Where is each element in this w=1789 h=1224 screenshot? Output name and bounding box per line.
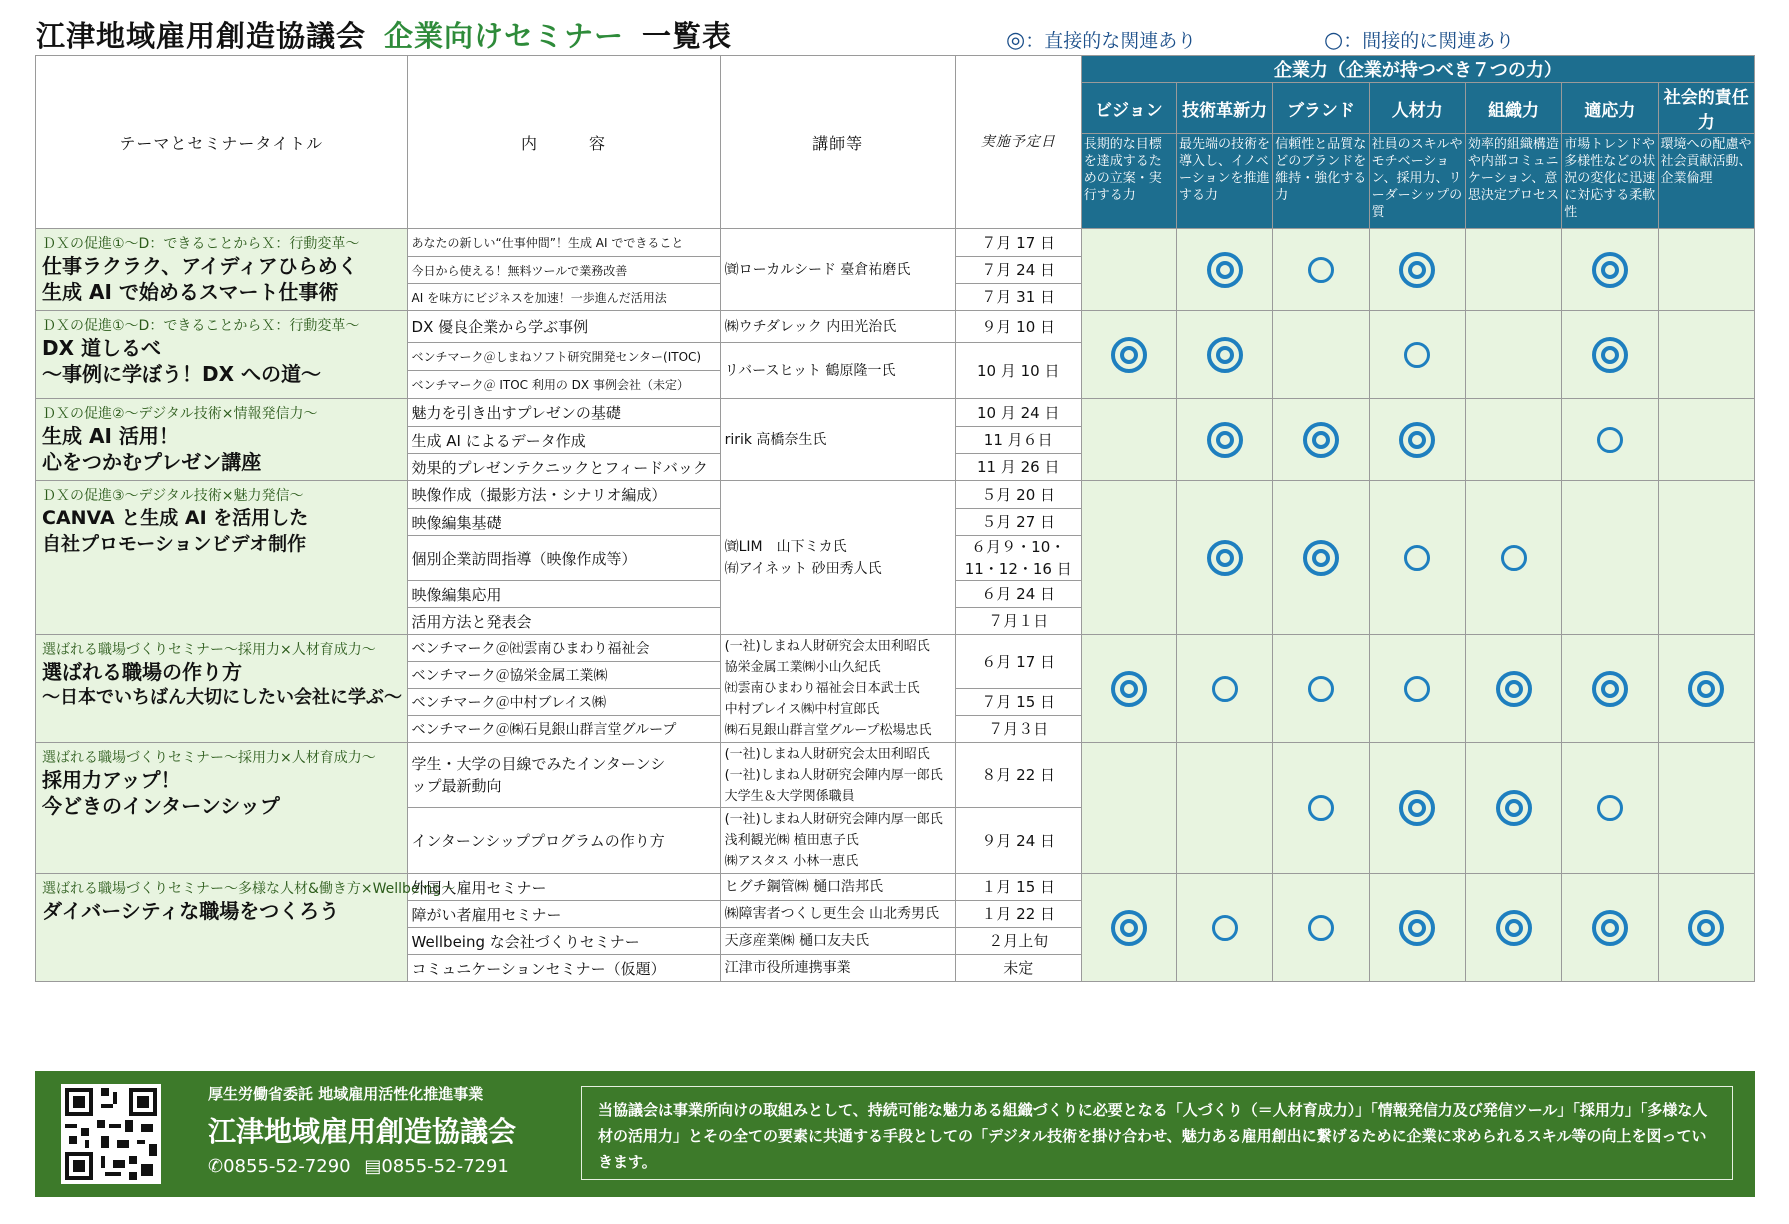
power-mark	[1658, 635, 1754, 743]
circle-icon	[1597, 427, 1623, 453]
seminar-date: 未定	[955, 955, 1081, 982]
seminar-content: ベンチマーク＠㈱石見銀山群言堂グループ	[407, 716, 720, 743]
circle-icon	[1212, 915, 1238, 941]
col-date: 実施予定日	[955, 56, 1081, 229]
seminar-date: ７月１日	[955, 608, 1081, 635]
seminar-content: ベンチマーク＠協栄金属工業㈱	[407, 662, 720, 689]
double-circle-icon	[1592, 252, 1628, 288]
power-mark	[1273, 481, 1369, 635]
power-mark	[1273, 635, 1369, 743]
double-circle-icon	[1688, 910, 1724, 946]
power-name: ビジョン	[1081, 83, 1176, 134]
double-circle-icon	[1399, 252, 1435, 288]
power-desc: 効率的組織構造や内部コミュニケーション、意思決定プロセス	[1465, 134, 1561, 229]
seminar-theme: ＤＸの促進①～D：できることからＸ：行動変革～ 仕事ラクラク、アイディアひらめく 生成 AI で始めるスマート仕事術	[36, 229, 408, 311]
double-circle-icon	[1207, 540, 1243, 576]
seminar-theme: 選ばれる職場づくりセミナー～多様な人材&働き方×Wellbeing～ ダイバーシティな職場をつくろう	[36, 874, 408, 982]
power-mark	[1369, 399, 1465, 481]
lecturer: ヒグチ鋼管㈱ 樋口浩邦氏	[720, 874, 955, 901]
double-circle-icon	[1592, 910, 1628, 946]
seminar-content: AI を味方にビジネスを加速！一歩進んだ活用法	[407, 284, 720, 311]
circle-icon	[1308, 915, 1334, 941]
circle-icon	[1308, 676, 1334, 702]
power-desc: 長期的な目標を達成するための立案・実行する力	[1081, 134, 1176, 229]
power-mark	[1465, 399, 1561, 481]
seminar-content: 映像作成（撮影方法・シナリオ編成）	[407, 481, 720, 509]
double-circle-icon	[1207, 337, 1243, 373]
circle-icon: ○	[1324, 28, 1344, 53]
seminar-date: ９月 10 日	[955, 311, 1081, 343]
lecturer: ririk 高橋奈生氏	[720, 399, 955, 481]
circle-icon	[1404, 342, 1430, 368]
seminar-date: ９月 24 日	[955, 808, 1081, 874]
power-mark	[1562, 743, 1658, 874]
legend-indirect: ○：間接的に関連あり	[1324, 28, 1515, 53]
seminar-theme: 選ばれる職場づくりセミナー～採用力×人材育成力～ 採用力アップ！ 今どきのインターンシップ	[36, 743, 408, 874]
power-mark	[1562, 399, 1658, 481]
double-circle-icon	[1303, 422, 1339, 458]
power-mark	[1369, 635, 1465, 743]
circle-icon	[1212, 676, 1238, 702]
power-mark	[1273, 743, 1369, 874]
power-mark	[1273, 399, 1369, 481]
seminar-theme: ＤＸの促進③～デジタル技術×魅力発信～ CANVA と生成 AI を活用した 自社プロモーションビデオ制作	[36, 481, 408, 635]
power-mark	[1658, 311, 1754, 399]
power-mark	[1465, 874, 1561, 982]
power-mark	[1176, 311, 1272, 399]
footer-contact	[208, 1156, 516, 1177]
seminar-theme: ＤＸの促進①～D：できることからＸ：行動変革～ DX 道しるべ ～事例に学ぼう！DX への道～	[36, 311, 408, 399]
lecturer: ㈾ローカルシード 臺倉祐磨氏	[720, 229, 955, 311]
title-main: 江津地域雇用創造協議会	[36, 19, 367, 53]
seminar-date: ７月３日	[955, 716, 1081, 743]
double-circle-icon: ◎	[1006, 28, 1026, 53]
power-mark	[1081, 635, 1176, 743]
power-mark	[1658, 874, 1754, 982]
footer-organization	[208, 1083, 516, 1177]
seminar-date: ６月 24 日	[955, 581, 1081, 608]
seminar-content: インターンシッププログラムの作り方	[407, 808, 720, 874]
col-theme: テーマとセミナータイトル	[36, 56, 408, 229]
power-name: ブランド	[1273, 83, 1369, 134]
seminar-content: 外国人雇用セミナー	[407, 874, 720, 901]
seminar-date: １月 22 日	[955, 901, 1081, 928]
lecturer: (一社)しまね人財研究会太田利昭氏 協栄金属工業㈱小山久紀氏 ㈳雲南ひまわり福祉会日本武士氏 中村ブレイス㈱中村宣郎氏 ㈱石見銀山群言堂グループ松場忠氏	[720, 635, 955, 743]
seminar-date: 11 月６日	[955, 427, 1081, 454]
power-mark	[1465, 311, 1561, 399]
power-mark	[1369, 311, 1465, 399]
power-mark	[1081, 229, 1176, 311]
circle-icon	[1501, 545, 1527, 571]
power-desc: 信頼性と品質などのブランドを維持・強化する力	[1273, 134, 1369, 229]
power-mark	[1465, 481, 1561, 635]
footer-org-name: 江津地域雇用創造協議会	[208, 1115, 517, 1148]
power-desc: 環境への配慮や社会貢献活動、企業倫理	[1658, 134, 1754, 229]
circle-icon	[1308, 257, 1334, 283]
seminar-content: 映像編集応用	[407, 581, 720, 608]
title-seminar: 企業向けセミナー	[384, 19, 625, 53]
page-title	[36, 14, 732, 55]
power-mark	[1273, 874, 1369, 982]
double-circle-icon	[1399, 422, 1435, 458]
power-name: 技術革新力	[1176, 83, 1272, 134]
power-mark	[1176, 874, 1272, 982]
power-mark	[1658, 743, 1754, 874]
power-mark	[1369, 481, 1465, 635]
qr-code-icon	[61, 1084, 161, 1184]
power-mark	[1562, 481, 1658, 635]
double-circle-icon	[1111, 910, 1147, 946]
seminar-content: 今日から使える！無料ツールで業務改善	[407, 257, 720, 284]
circle-icon	[1404, 676, 1430, 702]
lecturer: リバースヒット 鶴原隆一氏	[720, 343, 955, 399]
power-mark	[1176, 399, 1272, 481]
lecturer: ㈱ウチダレック 内田光治氏	[720, 311, 955, 343]
power-mark	[1081, 874, 1176, 982]
power-mark	[1176, 743, 1272, 874]
double-circle-icon	[1496, 910, 1532, 946]
double-circle-icon	[1399, 910, 1435, 946]
power-mark	[1081, 743, 1176, 874]
footer-fax: 0855-52-7291	[381, 1156, 509, 1177]
seminar-date: 11 月 26 日	[955, 454, 1081, 481]
seminar-date: ５月 20 日	[955, 481, 1081, 509]
power-mark	[1658, 229, 1754, 311]
double-circle-icon	[1111, 671, 1147, 707]
lecturer: (一社)しまね人財研究会陣内厚一郎氏 浅利観光㈱ 植田恵子氏 ㈱アスタス 小林一恵氏	[720, 808, 955, 874]
seminar-content: 学生・大学の目線でみたインターンシ ップ最新動向	[407, 743, 720, 808]
power-name: 組織力	[1465, 83, 1561, 134]
seminar-content: ベンチマーク＠中村ブレイス㈱	[407, 689, 720, 716]
seminar-content: あなたの新しい“仕事仲間”！生成 AI でできること	[407, 229, 720, 257]
double-circle-icon	[1688, 671, 1724, 707]
double-circle-icon	[1207, 422, 1243, 458]
power-mark	[1658, 481, 1754, 635]
power-mark	[1273, 311, 1369, 399]
double-circle-icon	[1592, 337, 1628, 373]
power-mark	[1465, 635, 1561, 743]
footer	[35, 1071, 1755, 1197]
circle-icon	[1404, 545, 1430, 571]
seminar-date: ５月 27 日	[955, 509, 1081, 536]
seminar-theme: 選ばれる職場づくりセミナー～採用力×人材育成力～ 選ばれる職場の作り方 ～日本でいちばん大切にしたい会社に学ぶ～	[36, 635, 408, 743]
qr-code[interactable]	[61, 1084, 161, 1184]
fax-icon: ▤	[364, 1156, 382, 1177]
power-mark	[1273, 229, 1369, 311]
seminar-content: ベンチマーク＠ ITOC 利用の DX 事例会社（未定）	[407, 371, 720, 399]
power-mark	[1562, 229, 1658, 311]
power-mark	[1369, 229, 1465, 311]
power-mark	[1369, 874, 1465, 982]
double-circle-icon	[1496, 790, 1532, 826]
seminar-content: ベンチマーク＠しまねソフト研究開発センター(ITOC)	[407, 343, 720, 371]
power-mark	[1369, 743, 1465, 874]
seminar-content: 活用方法と発表会	[407, 608, 720, 635]
col-content: 内 容	[407, 56, 720, 229]
seminar-date: ２月上旬	[955, 928, 1081, 955]
seminar-date: ７月 31 日	[955, 284, 1081, 311]
seminar-theme: ＤＸの促進②～デジタル技術×情報発信力～ 生成 AI 活用！ 心をつかむプレゼン講座	[36, 399, 408, 481]
seminar-content: 生成 AI によるデータ作成	[407, 427, 720, 454]
power-mark	[1176, 635, 1272, 743]
power-mark	[1081, 481, 1176, 635]
footer-description: 当協議会は事業所向けの取組みとして、持続可能な魅力ある組織づくりに必要となる「人づくり（＝人材育成力）」「情報発信力及び発信ツール」「採用力」「多様な人材の活用力」とその全ての要素に共通する手段としての「デジタル技術を掛け合わせ、魅力ある雇用創出に繋げるために企業に求められるスキル等の向上を図っていきます。	[581, 1086, 1733, 1180]
seminar-date: ７月 17 日	[955, 229, 1081, 257]
seminar-content: Wellbeing な会社づくりセミナー	[407, 928, 720, 955]
power-desc: 社員のスキルやモチベーション、採用力、リーダーシップの質	[1369, 134, 1465, 229]
seminar-date: ６月９・10・ 11・12・16 日	[955, 536, 1081, 581]
seminar-content: 効果的プレゼンテクニックとフィードバック	[407, 454, 720, 481]
power-desc: 市場トレンドや多様性などの状況の変化に迅速に対応する柔軟性	[1562, 134, 1658, 229]
lecturer: ㈾LIM 山下ミカ氏 ㈲アイネット 砂田秀人氏	[720, 481, 955, 635]
seminar-table	[35, 55, 1755, 982]
double-circle-icon	[1207, 252, 1243, 288]
seminar-date: １月 15 日	[955, 874, 1081, 901]
seminar-date: ７月 24 日	[955, 257, 1081, 284]
seminar-content: コミュニケーションセミナー（仮題）	[407, 955, 720, 982]
power-desc: 最先端の技術を導入し、イノベーションを推進する力	[1176, 134, 1272, 229]
seminar-date: ６月 17 日	[955, 635, 1081, 689]
power-mark	[1176, 229, 1272, 311]
power-mark	[1465, 229, 1561, 311]
seminar-date: ８月 22 日	[955, 743, 1081, 808]
footer-program: 厚生労働省委託 地域雇用活性化推進事業	[208, 1085, 484, 1103]
lecturer: 天彦産業㈱ 樋口友夫氏	[720, 928, 955, 955]
col-lecturer: 講師等	[720, 56, 955, 229]
power-mark	[1562, 874, 1658, 982]
seminar-date: 10 月 24 日	[955, 399, 1081, 427]
power-title: 企業力（企業が持つべき７つの力）	[1081, 56, 1754, 83]
double-circle-icon	[1592, 671, 1628, 707]
power-mark	[1176, 481, 1272, 635]
double-circle-icon	[1399, 790, 1435, 826]
circle-icon	[1308, 795, 1334, 821]
lecturer: ㈱障害者つくし更生会 山北秀男氏	[720, 901, 955, 928]
seminar-content: 映像編集基礎	[407, 509, 720, 536]
lecturer: (一社)しまね人財研究会太田利昭氏 (一社)しまね人財研究会陣内厚一郎氏 大学生＆大学関係職員	[720, 743, 955, 808]
power-mark	[1081, 399, 1176, 481]
phone-icon: ✆	[208, 1156, 224, 1177]
double-circle-icon	[1111, 337, 1147, 373]
double-circle-icon	[1303, 540, 1339, 576]
seminar-content: 魅力を引き出すプレゼンの基礎	[407, 399, 720, 427]
footer-tel[interactable]: 0855-52-7290	[223, 1156, 351, 1177]
power-mark	[1658, 399, 1754, 481]
seminar-date: ７月 15 日	[955, 689, 1081, 716]
power-mark	[1562, 311, 1658, 399]
power-name: 社会的責任力	[1658, 83, 1754, 134]
title-list: 一覧表	[642, 19, 733, 53]
power-mark	[1081, 311, 1176, 399]
power-mark	[1562, 635, 1658, 743]
seminar-content: ベンチマーク＠㈳雲南ひまわり福祉会	[407, 635, 720, 662]
double-circle-icon	[1496, 671, 1532, 707]
seminar-content: 個別企業訪問指導（映像作成等）	[407, 536, 720, 581]
seminar-content: DX 優良企業から学ぶ事例	[407, 311, 720, 343]
power-name: 適応力	[1562, 83, 1658, 134]
seminar-content: 障がい者雇用セミナー	[407, 901, 720, 928]
lecturer: 江津市役所連携事業	[720, 955, 955, 982]
circle-icon	[1597, 795, 1623, 821]
power-name: 人材力	[1369, 83, 1465, 134]
seminar-date: 10 月 10 日	[955, 343, 1081, 399]
power-mark	[1465, 743, 1561, 874]
legend-direct: ◎：直接的な関連あり	[1006, 28, 1197, 53]
